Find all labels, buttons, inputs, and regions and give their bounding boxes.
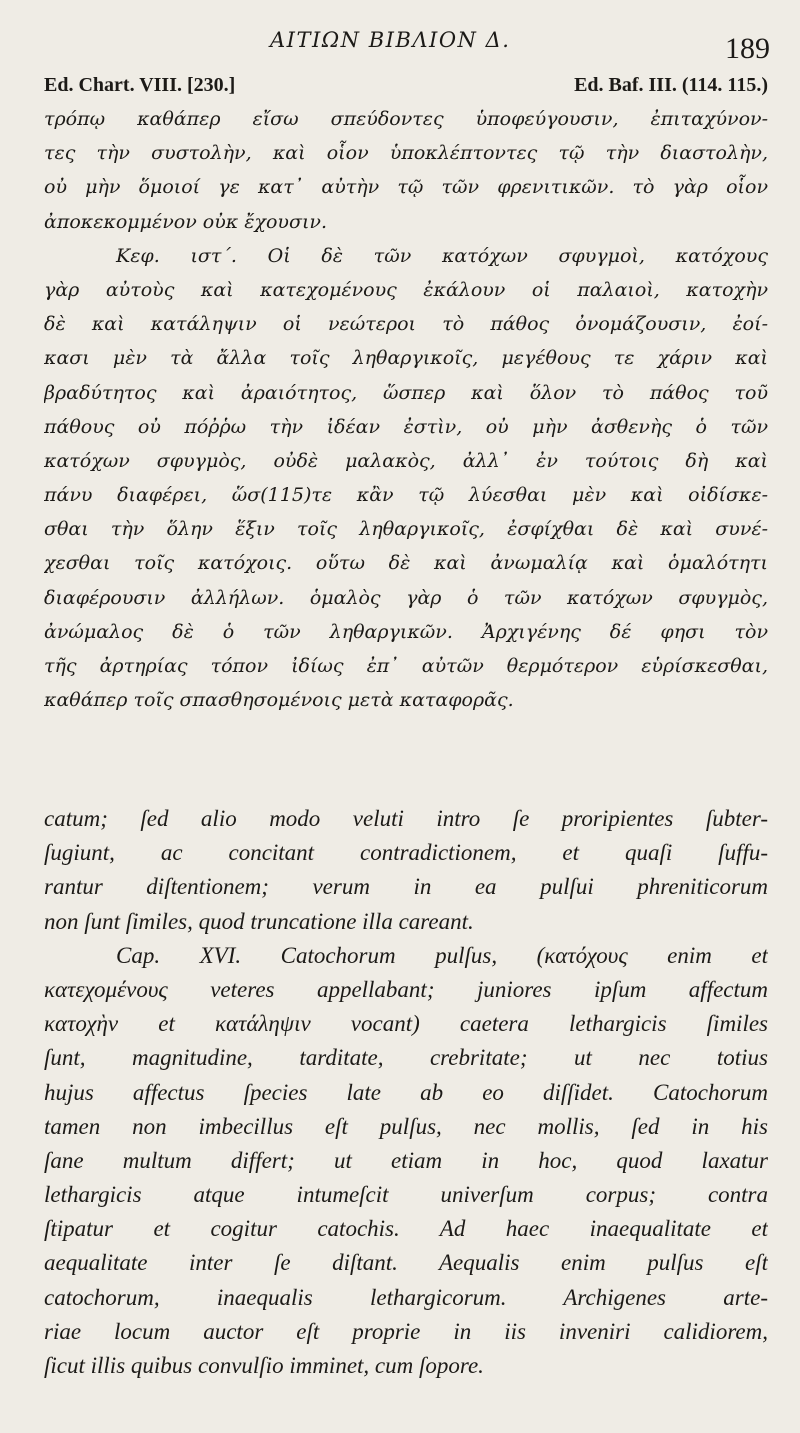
- latin-line: catochorum, inaequalis lethargicorum. Archigenes arte-: [44, 1284, 768, 1310]
- latin-line: rantur diſtentionem; verum in ea pulſui phreniticorum: [44, 874, 768, 900]
- latin-line: riae locum auctor eſt proprie in iis inveniri calidiorem,: [44, 1318, 768, 1344]
- greek-line: οὐ μὴν ὅμοιοί γε κατ᾽ αὐτὴν τῷ τῶν φρενιτικῶν. τὸ γὰρ οἷον: [44, 176, 768, 199]
- greek-line: καθάπερ τοῖς σπασθησομένοις μετὰ καταφορᾶς.: [44, 689, 514, 712]
- greek-line: τρόπῳ καθάπερ εἴσω σπεύδοντες ὑποφεύγουσιν, ἐπιταχύνον-: [44, 108, 768, 130]
- edition-reference-basel: Ed. Baf. III. (114. 115.): [574, 74, 768, 96]
- greek-line: διαφέρουσιν ἀλλήλων. ὁμαλὸς γὰρ ὁ τῶν κατόχων σφυγμὸς,: [44, 586, 768, 609]
- latin-line: κατοχὴν et κατάληψιν vocant) caetera lethargicis ſimiles: [44, 1011, 768, 1037]
- edition-reference-line: [44, 74, 768, 104]
- greek-text-block: [44, 102, 768, 717]
- greek-line: κασι μὲν τὰ ἄλλα τοῖς ληθαργικοῖς, μεγέθους τε χάριν καὶ: [44, 347, 768, 370]
- latin-line: ſtipatur et cogitur catochis. Ad haec inaequalitate et: [44, 1216, 768, 1242]
- latin-line: catum; ſed alio modo veluti intro ſe proripientes ſubter-: [44, 806, 768, 831]
- greek-chapter-heading-line: Κεφ. ιστ΄. Οἱ δὲ τῶν κατόχων σφυγμοὶ, κατόχους: [116, 244, 768, 267]
- latin-line: ſicut illis quibus convulſio imminet, cum ſopore.: [44, 1353, 484, 1378]
- latin-line: ſane multum differt; ut etiam in hoc, quod laxatur: [44, 1147, 768, 1173]
- latin-line: ſunt, magnitudine, tarditate, crebritate; ut nec totius: [44, 1045, 768, 1071]
- greek-line: σθαι τὴν ὅλην ἕξιν τοῖς ληθαργικοῖς, ἐσφίχθαι δὲ καὶ συνέ-: [44, 518, 768, 541]
- latin-chapter-heading-line: Cap. XVI. Catochorum pulſus, (κατόχους enim et: [116, 942, 768, 968]
- running-head: [0, 24, 800, 64]
- page-number: 189: [725, 32, 770, 65]
- latin-line: non ſunt ſimiles, quod truncatione illa careant.: [44, 908, 474, 934]
- latin-line: ſugiunt, ac concitant contradictionem, et quaſi ſuffu-: [44, 840, 768, 866]
- greek-line: βραδύτητος καὶ ἀραιότητος, ὥσπερ καὶ ὅλον τὸ πάθος τοῦ: [44, 381, 768, 404]
- edition-reference-chartier: Ed. Chart. VIII. [230.]: [44, 74, 236, 96]
- latin-text-block: [44, 802, 768, 1383]
- greek-line: κατόχων σφυγμὸς, οὐδὲ μαλακὸς, ἀλλ᾽ ἐν τούτοις δὴ καὶ: [44, 449, 768, 472]
- greek-line: δὲ καὶ κατάληψιν οἱ νεώτεροι τὸ πάθος ὀνομάζουσιν, ἐοί-: [44, 313, 768, 336]
- latin-line: κατεχομένους veteres appellabant; juniores ipſum affectum: [44, 976, 768, 1002]
- latin-line: lethargicis atque intumeſcit univerſum corpus; contra: [44, 1182, 768, 1208]
- greek-line: χεσθαι τοῖς κατόχοις. οὕτω δὲ καὶ ἀνωμαλίᾳ καὶ ὁμαλότητι: [44, 552, 768, 575]
- latin-line: tamen non imbecillus eſt pulſus, nec mollis, ſed in his: [44, 1113, 768, 1139]
- greek-line: πάθους οὐ πόῤῥω τὴν ἰδέαν ἐστὶν, οὐ μὴν ἀσθενὴς ὁ τῶν: [44, 415, 768, 438]
- greek-line: ἀποκεκομμένον οὐκ ἔχουσιν.: [44, 210, 327, 233]
- greek-line: ἀνώμαλος δὲ ὁ τῶν ληθαργικῶν. Ἀρχιγένης δέ φησι τὸν: [44, 620, 768, 643]
- latin-line: aequalitate inter ſe diſtant. Aequalis enim pulſus eſt: [44, 1250, 768, 1276]
- greek-line: τῆς ἀρτηρίας τόπον ἰδίως ἐπ᾽ αὐτῶν θερμότερον εὑρίσκεσθαι,: [44, 655, 768, 677]
- latin-line: hujus affectus ſpecies late ab eo diſſidet. Catochorum: [44, 1079, 768, 1105]
- greek-line: γὰρ αὐτοὺς καὶ κατεχομένους ἐκάλουν οἱ παλαιοὶ, κατοχὴν: [44, 278, 768, 301]
- greek-line: τες τὴν συστολὴν, καὶ οἷον ὑποκλέπτοντες τῷ τὴν διαστολὴν,: [44, 142, 768, 165]
- running-title: ΑΙΤΙΩΝ ΒΙΒΛΙΟΝ Δ.: [270, 28, 511, 52]
- greek-line: πάνυ διαφέρει, ὥσ(115)τε κἂν τῷ λύεσθαι μὲν καὶ οἰδίσκε-: [44, 484, 768, 507]
